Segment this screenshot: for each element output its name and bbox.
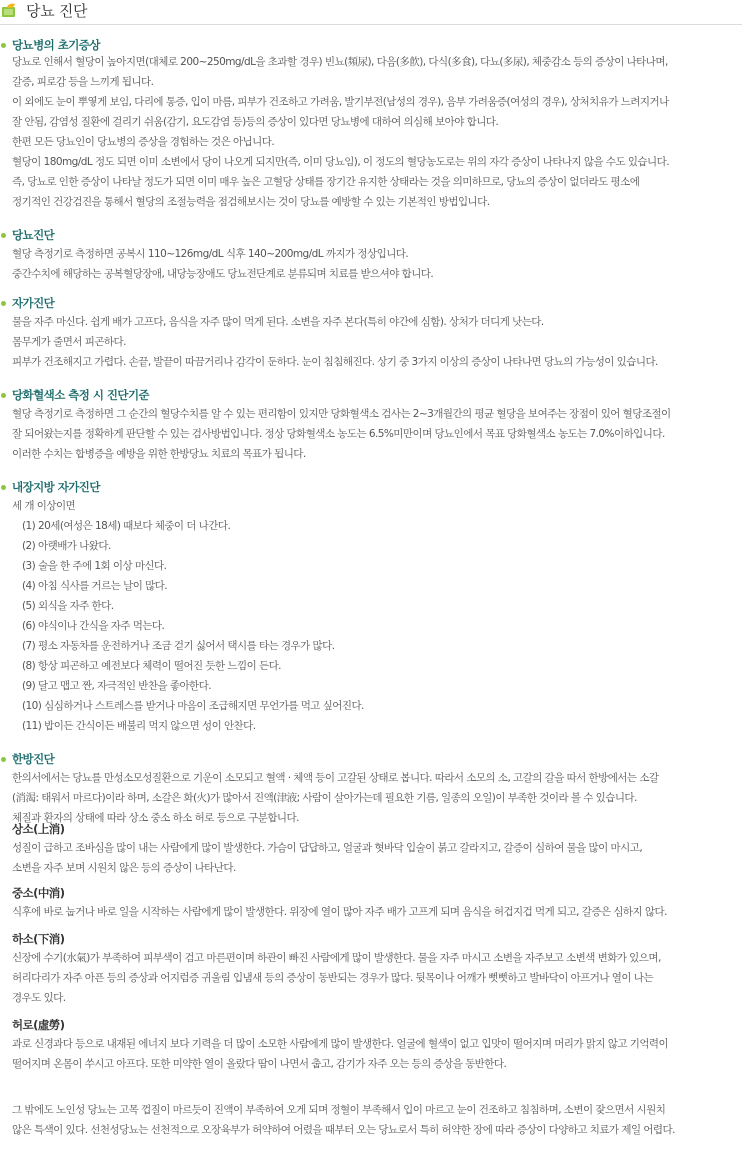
list-item: (6) 야식이나 간식을 자주 먹는다. [22,620,165,632]
page-header [0,0,742,24]
leaf-book-icon [1,3,17,18]
text-line: 과로 신경과다 등으로 내재된 에너지 보다 기력을 더 많이 소모한 사람에게 많이 발생한다. 얼굴에 혈색이 없고 입맛이 떨어지며 머리가 맑지 않고 기억력이 [12,1038,669,1050]
list-item: (11) 밥이든 간식이든 배불리 먹지 않으면 성이 안찬다. [22,720,256,732]
text-line: 당뇨로 인해서 혈당이 높아지면(대체로 200~250mg/dL을 초과할 경우) 빈뇨(頻尿), 다음(多飮), 다식(多食), 다뇨(多尿), 체중감소 등의 증상이 나타나며, [12,56,668,68]
subsection-title: 상소(上消) [12,822,65,836]
list-item: (5) 외식을 자주 한다. [22,600,114,612]
text-line: 성질이 급하고 조바심을 많이 내는 사람에게 많이 발생한다. 가슴이 답답하고, 얼굴과 혓바닥 입술이 붉고 갈라지고, 갈증이 심하여 물을 많이 마시고, [12,842,643,854]
subsection-body [12,948,740,1008]
list-item: (7) 평소 자동차를 운전하거나 조금 걷기 싫어서 택시를 타는 경우가 많다. [22,640,335,652]
subsection-title: 하소(下消) [12,932,65,946]
subsection-body [12,1034,740,1074]
text-line: 혈당 측정기로 측정하면 공복시 110~126mg/dL 식후 140~200mg/dL 까지가 정상입니다. [12,248,409,260]
list-item: (8) 항상 피곤하고 예전보다 체력이 떨어진 듯한 느낌이 든다. [22,660,281,672]
text-line: 체질과 환자의 상태에 따라 상소 중소 하소 허로 등으로 구분합니다. [12,812,299,824]
section-body [12,496,740,736]
list-item: (4) 아침 식사를 거르는 날이 많다. [22,580,168,592]
list-item: (3) 술을 한 주에 1회 이상 마신다. [22,560,167,572]
bullet-icon [1,485,6,490]
text-line: 몸무게가 줄면서 피곤하다. [12,336,126,348]
text-line: (消渴: 태워서 마르다)이라 하며, 소갈은 화(火)가 많아서 진액(津液; 사람이 살아가는데 필요한 기름, 일종의 오일)이 부족한 것이라 볼 수 있습니다. [12,792,637,804]
text-line: 식후에 바로 눕거나 바로 일을 시작하는 사람에게 많이 발생한다. 위장에 열이 많아 자주 배가 고프게 되며 음식을 허겁지겁 먹게 되고, 갈증은 심하지 않다. [12,906,667,918]
intro-text: 세 개 이상이면 [12,500,76,512]
text-line: 피부가 건조해지고 가렵다. 손끝, 발끝이 따끔거리나 감각이 둔하다. 눈이 침침해진다. 상기 중 3가지 이상의 증상이 나타나면 당뇨의 가능성이 있습니다. [12,356,658,368]
section-body [12,404,740,464]
section-title: 내장지방 자가진단 [12,480,100,494]
section-title: 당뇨병의 초기증상 [12,38,100,52]
bullet-icon [1,43,6,48]
text-line: 즉, 당뇨로 인한 증상이 나타날 정도가 되면 이미 매우 높은 고혈당 상태를 장기간 유지한 상태라는 것을 의미하므로, 당뇨의 증상이 없더라도 평소에 [12,176,640,188]
section-body [12,52,740,212]
text-line: 이러한 수치는 합병증을 예방을 위한 한방당뇨 치료의 목표가 됩니다. [12,448,306,460]
list-item: (2) 아랫배가 나왔다. [22,540,111,552]
text-line: 혈당 측정기로 측정하면 그 순간의 혈당수치를 알 수 있는 편리함이 있지만 당화혈색소 검사는 2~3개월간의 평균 혈당을 보여주는 장점이 있어 혈당조절이 [12,408,671,420]
text-line: 물을 자주 마신다. 쉽게 배가 고프다, 음식을 자주 많이 먹게 된다. 소변을 자주 본다(특히 야간에 심함). 상처가 더디게 낫는다. [12,316,544,328]
text-line: 한의서에서는 당뇨를 만성소모성질환으로 기운이 소모되고 혈액 · 체액 등이 고갈된 상태로 봅니다. 따라서 소모의 소, 고갈의 갈을 따서 한방에서는 소갈 [12,772,659,784]
section-body [12,768,740,828]
bullet-icon [1,233,6,238]
list-item: (9) 달고 맵고 짠, 자극적인 반찬을 좋아한다. [22,680,212,692]
bullet-icon [1,301,6,306]
list-item: (1) 20세(여성은 18세) 때보다 체중이 더 나간다. [22,520,231,532]
text-line: 잘 안됨, 감염성 질환에 걸리기 쉬움(감기, 요도감염 등)등의 증상이 있다면 당뇨병에 대하여 의심해 보아야 합니다. [12,116,499,128]
page-title: 당뇨 진단 [26,2,88,20]
text-line: 갈증, 피로감 등을 느끼게 됩니다. [12,76,154,88]
header-divider [0,24,742,25]
section-body [12,312,740,372]
text-line: 이 외에도 눈이 뿌옇게 보임, 다리에 통증, 입이 마름, 피부가 건조하고 가려움, 발기부전(남성의 경우), 음부 가려움증(여성의 경우), 상처치유가 느려지거나 [12,96,669,108]
text-line: 경우도 있다. [12,992,66,1004]
subsection-title: 허로(虛勞) [12,1018,65,1032]
text-line: 신장에 수기(水氣)가 부족하여 피부색이 검고 마른편이며 하관이 빠진 사람에게 많이 발생한다. 물을 자주 마시고 소변을 자주보고 소변색 변화가 있으며, [12,952,661,964]
section-title: 당화혈색소 측정 시 진단기준 [12,388,150,402]
text-line: 떨어지며 온몸이 쑤시고 아프다. 또한 미약한 열이 올랐다 땀이 나면서 춥고, 감기가 자주 오는 등의 증상을 동반한다. [12,1058,507,1070]
bullet-icon [1,757,6,762]
text-line: 잘 되어왔는지를 정확하게 판단할 수 있는 검사방법입니다. 정상 당화혈색소 농도는 6.5%미만이며 당뇨인에서 목표 당화혈색소 농도는 7.0%이하입니다. [12,428,665,440]
closing-paragraph [12,1100,740,1140]
list-item: (10) 심심하거나 스트레스를 받거나 마음이 조급해지면 무언가를 먹고 싶어진다. [22,700,364,712]
subsection-body [12,838,740,878]
text-line: 정기적인 건강검진을 통해서 혈당의 조절능력을 점검해보시는 것이 당뇨를 예방할 수 있는 기본적인 방법입니다. [12,196,490,208]
subsection-body [12,902,740,922]
text-line: 한편 모든 당뇨인이 당뇨병의 증상을 경험하는 것은 아닙니다. [12,136,275,148]
section-body [12,244,740,284]
text-line: 혈당이 180mg/dL 정도 되면 이미 소변에서 당이 나오게 되지만(즉, 이미 당뇨임), 이 정도의 혈당농도로는 위의 자각 증상이 나타나지 않을 수도 있습니다. [12,156,670,168]
text-line: 중간수치에 해당하는 공복혈당장애, 내당능장애도 당뇨전단계로 분류되며 치료를 받으셔야 합니다. [12,268,434,280]
text-line: 소변을 자주 보며 시원치 않은 등의 증상이 나타난다. [12,862,236,874]
section-title: 자가진단 [12,296,55,310]
bullet-icon [1,393,6,398]
section-title: 한방진단 [12,752,55,766]
text-line: 허리다리가 자주 아픈 등의 증상과 어지럼증 귀울림 입냄새 등의 증상이 동반되는 경우가 많다. 뒷목이나 어깨가 뻣뻣하고 발바닥이 아프거나 열이 나는 [12,972,653,984]
text-line: 않은 특색이 있다. 선천성당뇨는 선천적으로 오장육부가 허약하여 어렸을 때부터 오는 당뇨로서 특히 허약한 장에 따라 증상이 다양하고 치료가 제일 어렵다. [12,1124,675,1136]
section-title: 당뇨진단 [12,228,55,242]
subsection-title: 중소(中消) [12,886,65,900]
text-line: 그 밖에도 노인성 당뇨는 고목 껍질이 마르듯이 진액이 부족하여 오게 되며 정혈이 부족해서 입이 마르고 눈이 건조하고 침침하며, 소변이 잦으면서 시원치 [12,1104,666,1116]
